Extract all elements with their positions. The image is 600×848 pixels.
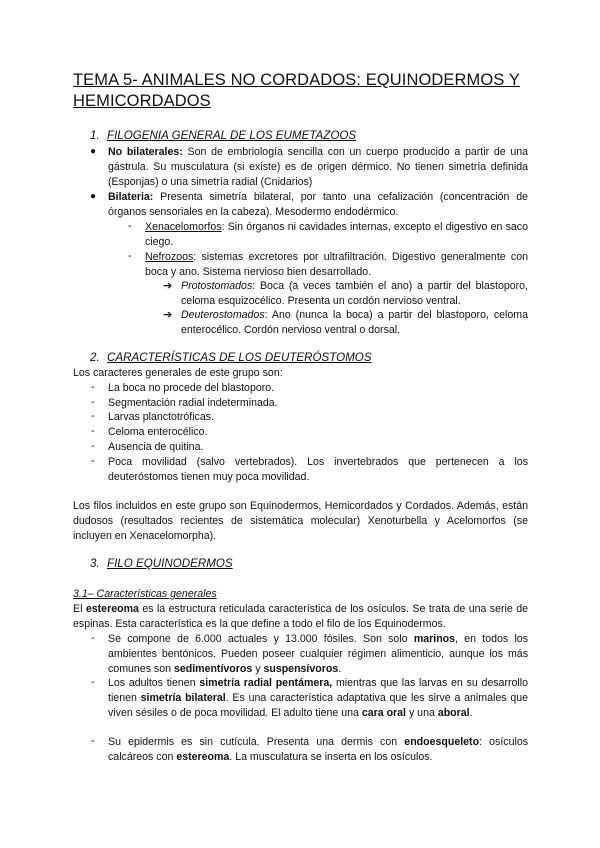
text-run: , en todos los ambientes bentónicos. Pueden poseer cualquier régimen alimenticio, aunque los más comunes son [108, 633, 528, 675]
no-bilaterales-text: Son de embriología sencilla con un cuerpo producido a partir de una gástrula. Su musculatura (si existe) es de origen dérmico. No tienen simetría definida (Esponjas) o una simetría radial (Cnidarios) [108, 146, 528, 188]
dash-marker: - [91, 455, 95, 467]
list-item: Celoma enterocélico. [108, 426, 208, 438]
section-1-number: 1. [90, 129, 100, 142]
text-run: . [469, 706, 473, 719]
dash-marker: - [91, 735, 95, 747]
text-run: . Es una característica adaptativa que les sirve a animales que viven sésiles o de poca movilidad. El adulto tiene una [108, 691, 528, 719]
section-1-title: FILOGENIA GENERAL DE LOS EUMETAZOOS [107, 129, 357, 142]
bold-term: marinos [413, 633, 456, 645]
dash-marker: - [91, 425, 95, 437]
dash-marker: - [91, 410, 95, 422]
text-run: Su epidermis es sin cutícula. Presenta una dermis con [108, 736, 405, 748]
bold-term: estereoma [176, 750, 230, 763]
xenacelomorfos-label: Xenacelomorfos [145, 221, 222, 233]
deuterostomados-paragraph [181, 308, 528, 338]
list-item: Ausencia de quitina. [108, 441, 204, 453]
nefrozoos-paragraph [145, 250, 528, 280]
bold-term: simetría bilateral [140, 691, 226, 704]
section-2-number: 2. [90, 351, 100, 364]
text-run: . La musculatura se inserta en los osículos. [229, 750, 433, 763]
section-2-heading [90, 351, 372, 364]
composicion-paragraph [108, 632, 528, 676]
text-run: . [338, 662, 342, 675]
protostomados-text: : Boca (a veces también el ano) a partir del blastoporo, celoma esquizocélico. Presenta un cordón nervioso ventral. [181, 280, 528, 307]
section-3-title: FILO EQUINODERMOS [107, 557, 233, 570]
bilateria-label: Bilateria: [108, 191, 154, 203]
bold-term: simetría radial pentámera, [199, 677, 333, 689]
list-item: Poca movilidad (salvo vertebrados). Los invertebrados que pertenecen a los deuteróstomos tienen muy poca movilidad. [108, 456, 528, 483]
arrow-icon: ➔ [163, 280, 173, 292]
list-item: La boca no procede del blastoporo. [108, 382, 275, 394]
xenacelomorfos-paragraph [145, 220, 528, 250]
dash-marker: - [128, 250, 132, 262]
bilateria-paragraph [108, 190, 528, 220]
simetria-paragraph [108, 676, 528, 720]
bold-term: estereoma [85, 603, 139, 615]
bold-term: cara oral [361, 706, 406, 719]
dash-marker: - [91, 676, 95, 688]
text-run: y [252, 662, 264, 675]
estereoma-paragraph [73, 602, 528, 632]
dash-marker: - [91, 440, 95, 452]
section-2-title: CARACTERÍSTICAS DE LOS DEUTERÓSTOMOS [107, 351, 372, 364]
text-run: y una [406, 706, 438, 719]
protostomados-label: Protostomados [181, 280, 253, 292]
text-run: El [73, 603, 86, 615]
xenacelomorfos-text: : Sin órganos ni cavidades internas, excepto el digestivo en saco ciego. [145, 221, 528, 248]
subsection-heading: 3.1– Características generales [73, 588, 217, 600]
document-title: TEMA 5- ANIMALES NO CORDADOS: EQUINODERMOS Y HEMICORDADOS [73, 71, 520, 110]
bullet-icon: ● [90, 191, 97, 202]
text-run: Se compone de 6.000 actuales y 13.000 fósiles. Son solo [108, 633, 414, 645]
arrow-icon: ➔ [163, 309, 173, 321]
text-run: mientras que las larvas en su desarrollo tienen [108, 677, 528, 704]
dash-marker: - [128, 220, 132, 232]
bold-term: endoesqueleto [404, 736, 480, 748]
dash-marker: - [91, 381, 95, 393]
protostomados-paragraph [181, 279, 528, 309]
bilateria-text: Presenta simetría bilateral, por tanto una cefalización (concentración de órganos sensoriales en la cabeza). Mesodermo endodérmico. [108, 191, 528, 218]
deuterostomados-label: Deuterostomados [181, 309, 265, 321]
filos-paragraph: Los filos incluidos en este grupo son Equinodermos, Hemicordados y Cordados. Además, están dudosos (resultados recientes de sistemática molecular) Xenoturbella y Acelomorfos (se incluyen en Xenacelomorpha). [73, 500, 528, 542]
bold-term: sedimentívoros [173, 662, 253, 675]
epidermis-paragraph [108, 735, 528, 765]
nefrozoos-label: Nefrozoos [145, 251, 194, 263]
deuterostomados-text: : Ano (nunca la boca) a partir del blastoporo, celoma enterocélico. Cordón nervioso ventral o dorsal. [181, 309, 528, 336]
no-bilaterales-paragraph [108, 145, 528, 189]
deuterostomos-intro: Los caracteres generales de este grupo son: [73, 367, 283, 379]
text-run: es la estructura reticulada característica de los osículos. Se trata de una serie de espinas. Esta característica es la que define a todo el filo de los Equinodermos. [73, 603, 528, 630]
text-run: : osículos calcáreos con [108, 736, 529, 763]
bullet-icon: ● [90, 146, 97, 157]
bold-term: suspensívoros [263, 662, 339, 675]
text-run: Los adultos tienen [108, 677, 200, 689]
nefrozoos-text: : sistemas excretores por ultrafiltración. Digestivo generalmente con boca y ano. Sistema nervioso bien desarrollado. [145, 251, 528, 278]
dash-marker: - [91, 632, 95, 644]
no-bilaterales-label: No bilaterales: [108, 146, 183, 158]
list-item: Segmentación radial indeterminada. [108, 397, 278, 409]
list-item: Larvas planctotróficas. [108, 411, 214, 423]
section-3-number: 3. [90, 557, 100, 570]
bold-term: aboral [437, 706, 470, 719]
section-3-heading [90, 557, 233, 570]
section-1-heading [90, 129, 356, 142]
dash-marker: - [91, 396, 95, 408]
